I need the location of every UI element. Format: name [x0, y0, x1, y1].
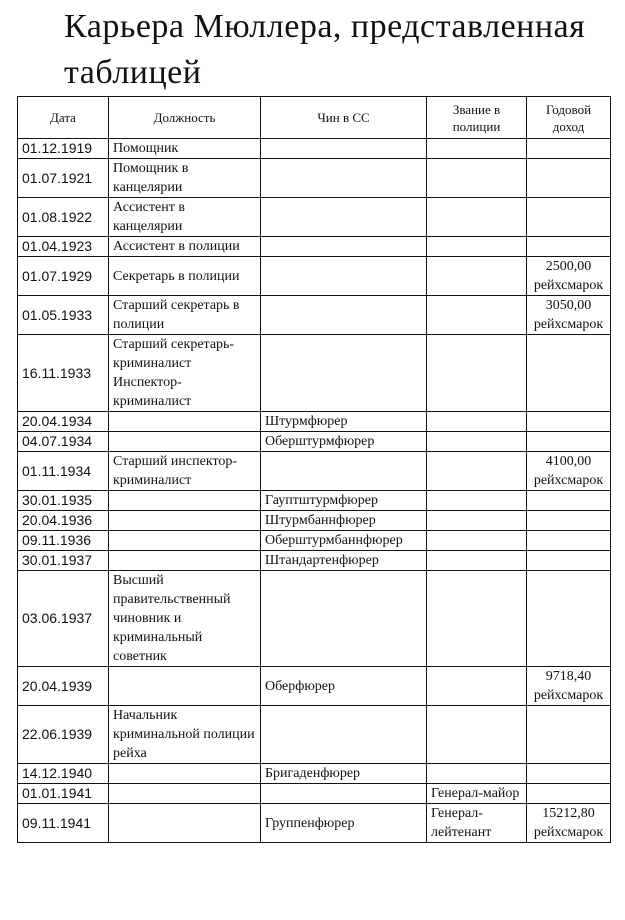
cell-ss-rank: [261, 139, 427, 159]
cell-ss-rank: Оберштурмфюрер: [261, 432, 427, 452]
cell-income: [527, 571, 611, 667]
cell-position: [109, 551, 261, 571]
cell-income: [527, 706, 611, 764]
cell-police-rank: [427, 237, 527, 257]
cell-date: 03.06.1937: [18, 571, 109, 667]
cell-ss-rank: Гауптштурмфюрер: [261, 491, 427, 511]
cell-position: Старший инспектор-криминалист: [109, 452, 261, 491]
cell-income: [527, 432, 611, 452]
cell-police-rank: [427, 491, 527, 511]
cell-position: Старший секретарь в полиции: [109, 296, 261, 335]
cell-police-rank: [427, 571, 527, 667]
table-row: [18, 452, 611, 491]
table-row: [18, 139, 611, 159]
cell-date: 22.06.1939: [18, 706, 109, 764]
cell-date: 01.08.1922: [18, 198, 109, 237]
cell-police-rank: [427, 706, 527, 764]
cell-ss-rank: Группенфюрер: [261, 804, 427, 843]
table-header-row: [18, 97, 611, 139]
cell-position: [109, 491, 261, 511]
cell-ss-rank: Штурмфюрер: [261, 412, 427, 432]
cell-date: 09.11.1936: [18, 531, 109, 551]
cell-position: Секретарь в полиции: [109, 257, 261, 296]
cell-ss-rank: [261, 198, 427, 237]
cell-position: Высший правительственный чиновник и криминальный советник: [109, 571, 261, 667]
cell-ss-rank: Штандартенфюрер: [261, 551, 427, 571]
cell-date: 20.04.1939: [18, 667, 109, 706]
cell-police-rank: [427, 432, 527, 452]
career-table: [17, 96, 611, 843]
table-row: [18, 764, 611, 784]
table-row: [18, 511, 611, 531]
cell-position: Ассистент в полиции: [109, 237, 261, 257]
cell-police-rank: [427, 511, 527, 531]
column-header-income: Годовой доход: [527, 97, 611, 139]
table-row: [18, 706, 611, 764]
table-row: [18, 412, 611, 432]
cell-ss-rank: [261, 335, 427, 412]
career-table-body: [18, 139, 611, 843]
cell-police-rank: [427, 335, 527, 412]
cell-ss-rank: [261, 296, 427, 335]
table-row: [18, 551, 611, 571]
cell-income: [527, 764, 611, 784]
cell-police-rank: [427, 198, 527, 237]
cell-position: Старший секретарь-криминалист Инспектор-криминалист: [109, 335, 261, 412]
cell-ss-rank: [261, 706, 427, 764]
cell-position: [109, 804, 261, 843]
cell-date: 01.12.1919: [18, 139, 109, 159]
cell-date: 01.05.1933: [18, 296, 109, 335]
table-row: [18, 237, 611, 257]
cell-date: 16.11.1933: [18, 335, 109, 412]
cell-date: 01.07.1921: [18, 159, 109, 198]
cell-income: [527, 491, 611, 511]
cell-date: 20.04.1934: [18, 412, 109, 432]
cell-ss-rank: Оберфюрер: [261, 667, 427, 706]
cell-date: 01.04.1923: [18, 237, 109, 257]
table-row: [18, 296, 611, 335]
table-row: [18, 335, 611, 412]
column-header-date: Дата: [18, 97, 109, 139]
cell-police-rank: [427, 412, 527, 432]
cell-ss-rank: [261, 452, 427, 491]
column-header-police-rank: Звание в полиции: [427, 97, 527, 139]
cell-police-rank: [427, 531, 527, 551]
cell-police-rank: Генерал-майор: [427, 784, 527, 804]
cell-position: [109, 412, 261, 432]
page-title: Карьера Мюллера, представленная таблицей: [64, 8, 586, 91]
cell-income: 9718,40 рейхсмарок: [527, 667, 611, 706]
cell-income: 4100,00 рейхсмарок: [527, 452, 611, 491]
cell-position: [109, 511, 261, 531]
cell-ss-rank: Бригаденфюрер: [261, 764, 427, 784]
table-row: [18, 257, 611, 296]
cell-date: 01.01.1941: [18, 784, 109, 804]
cell-date: 09.11.1941: [18, 804, 109, 843]
cell-date: 01.07.1929: [18, 257, 109, 296]
cell-date: 30.01.1935: [18, 491, 109, 511]
table-row: [18, 531, 611, 551]
table-row: [18, 432, 611, 452]
cell-ss-rank: Штурмбаннфюрер: [261, 511, 427, 531]
cell-income: 15212,80 рейхсмарок: [527, 804, 611, 843]
cell-police-rank: Генерал-лейтенант: [427, 804, 527, 843]
table-row: [18, 804, 611, 843]
cell-income: [527, 784, 611, 804]
cell-income: [527, 412, 611, 432]
table-row: [18, 571, 611, 667]
cell-police-rank: [427, 667, 527, 706]
cell-ss-rank: [261, 159, 427, 198]
cell-ss-rank: [261, 237, 427, 257]
cell-ss-rank: [261, 257, 427, 296]
table-row: [18, 198, 611, 237]
cell-income: [527, 531, 611, 551]
cell-police-rank: [427, 139, 527, 159]
cell-position: Помощник: [109, 139, 261, 159]
cell-police-rank: [427, 764, 527, 784]
cell-ss-rank: [261, 571, 427, 667]
cell-position: [109, 784, 261, 804]
cell-position: Помощник в канцелярии: [109, 159, 261, 198]
cell-police-rank: [427, 551, 527, 571]
cell-income: 3050,00 рейхсмарок: [527, 296, 611, 335]
cell-position: [109, 667, 261, 706]
cell-position: [109, 432, 261, 452]
cell-date: 04.07.1934: [18, 432, 109, 452]
cell-position: [109, 764, 261, 784]
cell-ss-rank: [261, 784, 427, 804]
table-row: [18, 784, 611, 804]
cell-police-rank: [427, 159, 527, 198]
cell-ss-rank: Оберштурмбаннфюрер: [261, 531, 427, 551]
column-header-ss-rank: Чин в СС: [261, 97, 427, 139]
cell-income: 2500,00 рейхсмарок: [527, 257, 611, 296]
cell-income: [527, 335, 611, 412]
cell-position: [109, 531, 261, 551]
cell-police-rank: [427, 296, 527, 335]
cell-income: [527, 511, 611, 531]
cell-position: Начальник криминальной полиции рейха: [109, 706, 261, 764]
cell-income: [527, 139, 611, 159]
table-row: [18, 491, 611, 511]
cell-income: [527, 237, 611, 257]
cell-police-rank: [427, 257, 527, 296]
cell-income: [527, 551, 611, 571]
cell-date: 20.04.1936: [18, 511, 109, 531]
column-header-position: Должность: [109, 97, 261, 139]
cell-date: 30.01.1937: [18, 551, 109, 571]
cell-position: Ассистент в канцелярии: [109, 198, 261, 237]
cell-income: [527, 198, 611, 237]
cell-income: [527, 159, 611, 198]
cell-date: 01.11.1934: [18, 452, 109, 491]
table-row: [18, 159, 611, 198]
cell-date: 14.12.1940: [18, 764, 109, 784]
table-row: [18, 667, 611, 706]
cell-police-rank: [427, 452, 527, 491]
